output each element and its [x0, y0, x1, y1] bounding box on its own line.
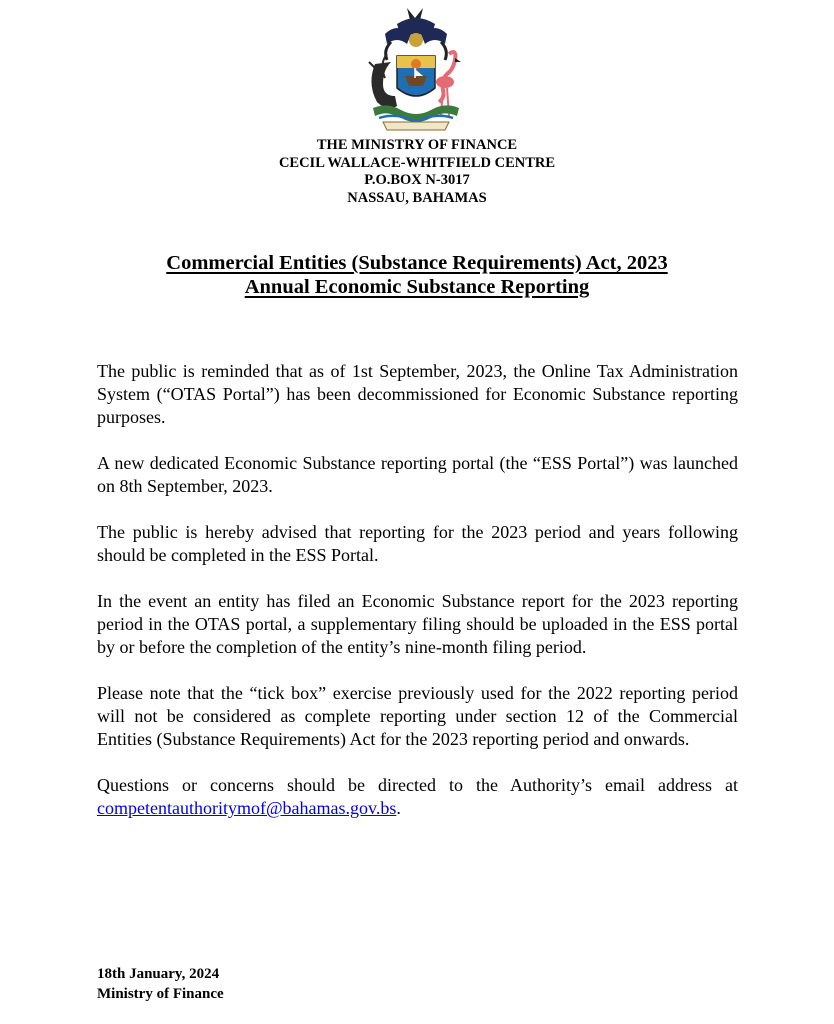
- po-box: P.O.BOX N-3017: [364, 172, 470, 188]
- email-link[interactable]: competentauthoritymof@bahamas.gov.bs: [97, 798, 397, 818]
- building-name: CECIL WALLACE-WHITFIELD CENTRE: [278, 154, 556, 171]
- notice-subtitle: Annual Economic Substance Reporting: [244, 276, 590, 298]
- bahamas-coat-of-arms-icon: [357, 4, 475, 134]
- notice-title: [0, 251, 834, 299]
- notice-date: 18th January, 2024: [97, 966, 220, 982]
- contact-period: .: [396, 798, 401, 818]
- paragraph-supplementary-filing: In the event an entity has filed an Economic Substance report for the 2023 reporting period in the OTAS portal, a supplementary filing should be uploaded in the ESS portal by or before the completion of the entity’s nine-month filing period.: [97, 591, 738, 657]
- signoff: [97, 964, 224, 1004]
- act-title: Commercial Entities (Substance Requirements) Act, 2023: [166, 252, 668, 274]
- issuing-organization: Ministry of Finance: [97, 986, 224, 1002]
- contact-text: Questions or concerns should be directed to the Authority’s email address at: [97, 775, 738, 795]
- paragraph-tick-box-note: Please note that the “tick box” exercise previously used for the 2022 reporting period will not be considered as complete reporting under section 12 of the Commercial Entities (Substance Requirements) Act for the 2023 reporting period and onwards.: [97, 683, 738, 749]
- paragraph-ess-portal-launch: A new dedicated Economic Substance reporting portal (the “ESS Portal”) was launched on 8th September, 2023.: [97, 453, 738, 496]
- notice-body: [97, 360, 738, 843]
- paragraph-reporting-advice: The public is hereby advised that reporting for the 2023 period and years following should be completed in the ESS Portal.: [97, 522, 738, 565]
- ministry-name: THE MINISTRY OF FINANCE: [316, 137, 518, 153]
- letterhead: [0, 137, 834, 207]
- city-country: NASSAU, BAHAMAS: [347, 189, 487, 206]
- paragraph-otas-decommissioned: The public is reminded that as of 1st September, 2023, the Online Tax Administration System (“OTAS Portal”) has been decommissioned for Economic Substance reporting purposes.: [97, 361, 738, 427]
- paragraph-contact: [97, 774, 738, 820]
